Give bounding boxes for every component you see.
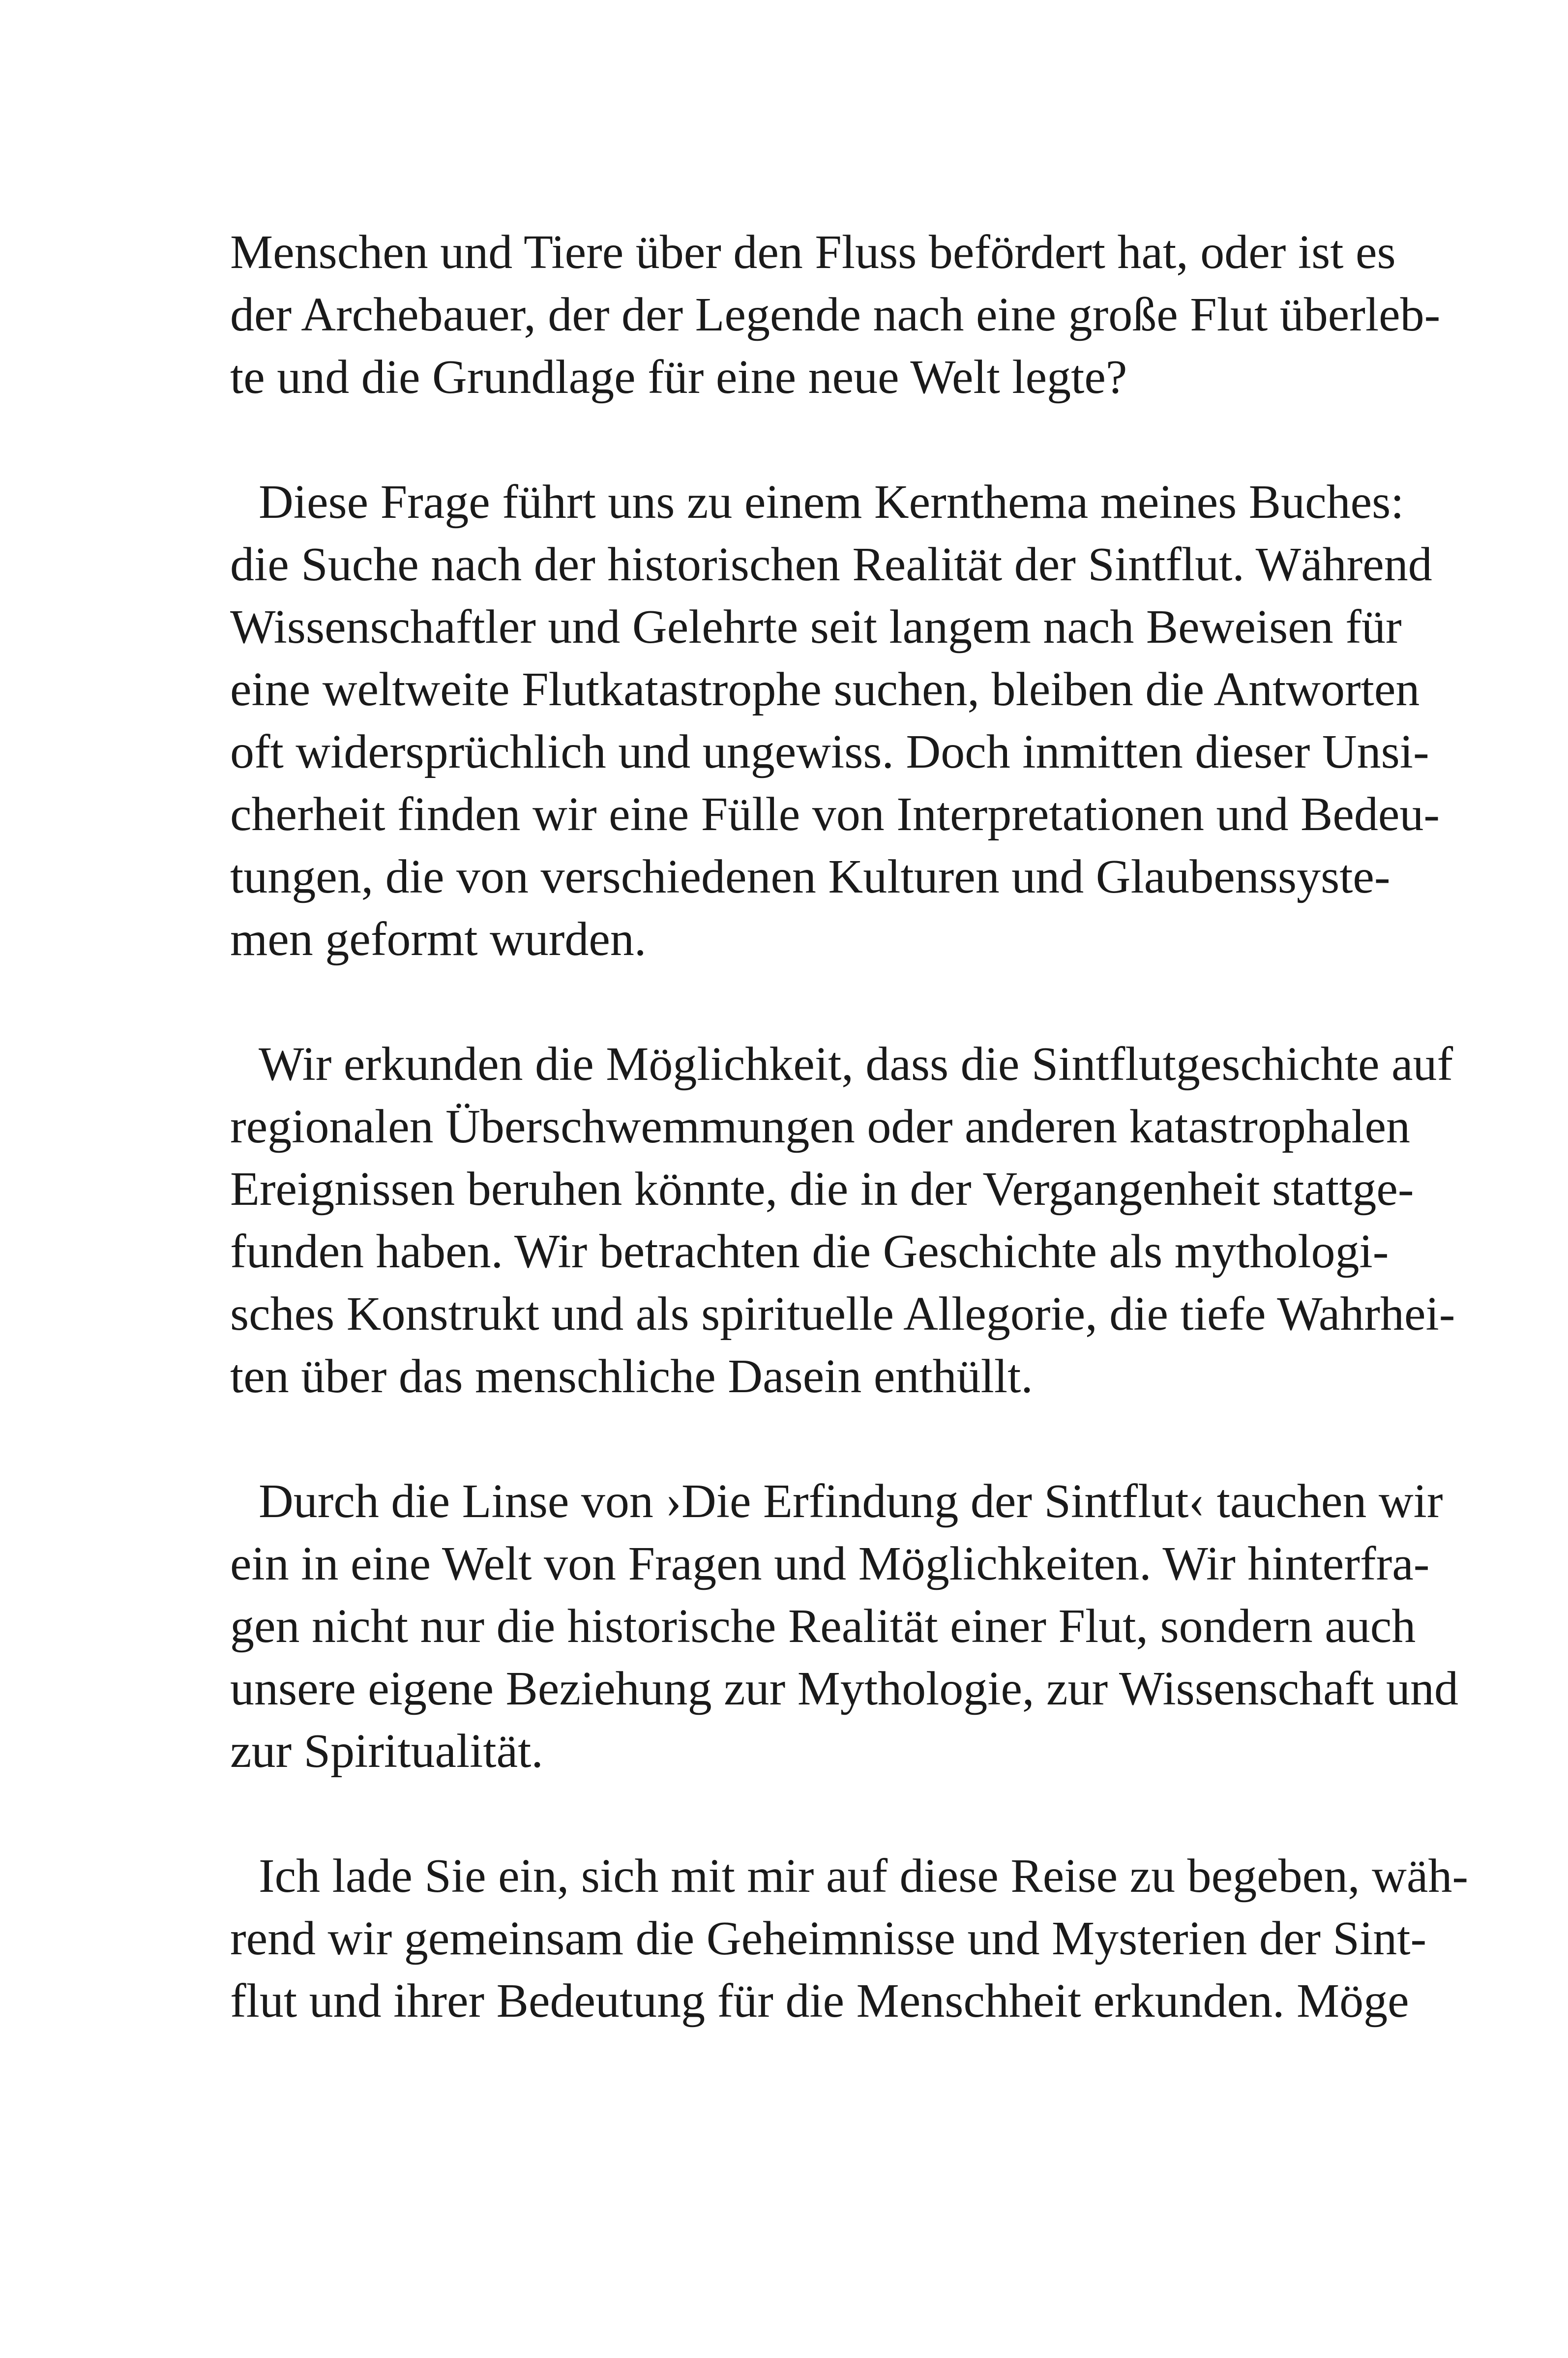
paragraph-5: [230, 1845, 1469, 2032]
text-line: oft widersprüchlich und ungewiss. Doch inmitten dieser Unsi-: [230, 725, 1429, 778]
paragraph-1: [230, 221, 1441, 409]
text-line: ten über das menschliche Dasein enthüllt.: [230, 1350, 1033, 1403]
text-line: flut und ihrer Bedeutung für die Menschheit erkunden. Möge: [230, 1974, 1409, 2028]
text-line: tungen, die von verschiedenen Kulturen und Glaubenssyste-: [230, 850, 1390, 903]
text-line: unsere eigene Beziehung zur Mythologie, zur Wissenschaft und: [230, 1662, 1458, 1715]
text-line: zur Spiritualität.: [230, 1725, 543, 1778]
text-line: der Archebauer, der der Legende nach eine große Flut überleb-: [230, 288, 1441, 341]
text-line: gen nicht nur die historische Realität einer Flut, sondern auch: [230, 1600, 1416, 1653]
text-line: men geformt wurden.: [230, 913, 647, 966]
text-line: ein in eine Welt von Fragen und Möglichkeiten. Wir hinterfra-: [230, 1537, 1430, 1590]
text-line: funden haben. Wir betrachten die Geschichte als mythologi-: [230, 1225, 1389, 1278]
text-line: Diese Frage führt uns zu einem Kernthema meines Buches:: [259, 476, 1404, 529]
text-line: cherheit finden wir eine Fülle von Interpretationen und Bedeu-: [230, 788, 1440, 841]
text-line: te und die Grundlage für eine neue Welt legte?: [230, 351, 1127, 404]
body-text: [230, 221, 1469, 2095]
text-line: Menschen und Tiere über den Fluss befördert hat, oder ist es: [230, 226, 1396, 279]
text-line: Durch die Linse von ›Die Erfindung der Sintflut‹ tauchen wir: [259, 1475, 1443, 1528]
text-line: regionalen Überschwemmungen oder anderen katastrophalen: [230, 1100, 1411, 1153]
text-line: Wir erkunden die Möglichkeit, dass die Sintflutgeschichte auf: [259, 1038, 1453, 1091]
text-line: eine weltweite Flutkatastrophe suchen, bleiben die Antworten: [230, 663, 1420, 716]
text-line: Ich lade Sie ein, sich mit mir auf diese Reise zu begeben, wäh-: [259, 1850, 1469, 1903]
text-line: sches Konstrukt und als spirituelle Allegorie, die tiefe Wahrhei-: [230, 1287, 1455, 1341]
text-line: die Suche nach der historischen Realität der Sintflut. Während: [230, 538, 1432, 591]
paragraph-2: [230, 471, 1440, 971]
text-line: rend wir gemeinsam die Geheimnisse und Mysterien der Sint-: [230, 1912, 1427, 1965]
text-line: Wissenschaftler und Gelehrte seit langem nach Beweisen für: [230, 600, 1402, 654]
paragraph-4: [230, 1470, 1458, 1783]
text-line: Ereignissen beruhen könnte, die in der Vergangenheit stattge-: [230, 1163, 1414, 1216]
paragraph-3: [230, 1033, 1455, 1408]
